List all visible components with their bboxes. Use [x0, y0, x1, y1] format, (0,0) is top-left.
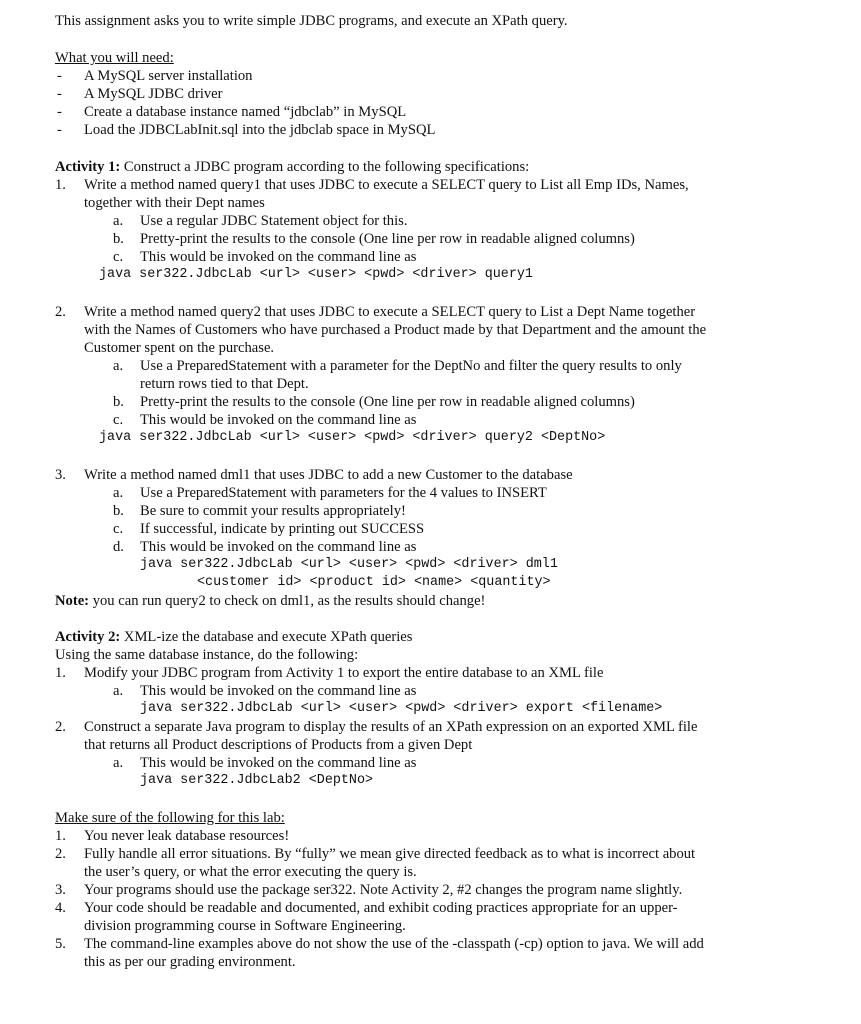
needs-item: Create a database instance named “jdbclab” in MySQL — [84, 104, 407, 120]
requirement-text: You never leak database resources! — [84, 828, 290, 844]
activity1-item2-sub-text: This would be invoked on the command line as — [140, 412, 417, 428]
activity1-item2-sub-letter: c. — [113, 412, 124, 428]
requirement-number: 2. — [55, 846, 66, 862]
activity1-item2-command: java ser322.JdbcLab <url> <user> <pwd> <driver> query2 <DeptNo> — [99, 430, 606, 445]
activity2-label: Activity 2: — [55, 629, 121, 645]
activity1-heading — [55, 158, 529, 176]
activity1-item1-sub-letter: b. — [113, 231, 124, 247]
requirement-text: division programming course in Software Engineering. — [84, 918, 406, 934]
needs-bullet: - — [57, 122, 62, 138]
activity1-item1-sub-letter: c. — [113, 249, 124, 265]
activity1-item3-sub-letter: d. — [113, 539, 124, 555]
needs-bullet: - — [57, 68, 62, 84]
activity2-item2-line: Construct a separate Java program to display the results of an XPath expression on an exported XML file — [84, 719, 698, 735]
activity2-item2-command: java ser322.JdbcLab2 <DeptNo> — [140, 773, 374, 788]
activity1-item3-sub-text: If successful, indicate by printing out SUCCESS — [140, 521, 425, 537]
activity2-subheading: Using the same database instance, do the following: — [55, 647, 359, 663]
activity1-item1-sub-text: Use a regular JDBC Statement object for this. — [140, 213, 408, 229]
needs-bullet: - — [57, 86, 62, 102]
activity2-item1-sub-letter: a. — [113, 683, 124, 699]
activity2-item2-line: that returns all Product descriptions of Products from a given Dept — [84, 737, 473, 753]
activity1-item1-line: Write a method named query1 that uses JDBC to execute a SELECT query to List all Emp IDs, Names, — [84, 177, 689, 193]
activity1-item3-sub-text: Be sure to commit your results appropriately! — [140, 503, 406, 519]
activity1-item3-command-args: <customer id> <product id> <name> <quantity> — [197, 575, 551, 590]
requirement-number: 5. — [55, 936, 66, 952]
activity1-item2-sub-text: Use a PreparedStatement with a parameter for the DeptNo and filter the query results to only — [140, 358, 682, 374]
requirement-number: 4. — [55, 900, 66, 916]
activity1-item2-line: Write a method named query2 that uses JDBC to execute a SELECT query to List a Dept Name together — [84, 304, 696, 320]
note-label: Note: — [55, 593, 90, 609]
intro-text: This assignment asks you to write simple JDBC programs, and execute an XPath query. — [55, 13, 568, 29]
activity1-heading-text: Construct a JDBC program according to the following specifications: — [120, 159, 530, 175]
activity1-item2-sub-letter: a. — [113, 358, 124, 374]
activity1-item3-command: java ser322.JdbcLab <url> <user> <pwd> <driver> dml1 — [140, 557, 558, 572]
requirements-heading: Make sure of the following for this lab: — [55, 810, 285, 826]
activity1-item2-line: with the Names of Customers who have purchased a Product made by that Department and the amount the — [84, 322, 707, 338]
activity1-item3-sub-text: This would be invoked on the command line as — [140, 539, 417, 555]
activity2-heading-text: XML-ize the database and execute XPath queries — [120, 629, 413, 645]
needs-item: A MySQL JDBC driver — [84, 86, 223, 102]
needs-item: A MySQL server installation — [84, 68, 253, 84]
activity2-item1-command: java ser322.JdbcLab <url> <user> <pwd> <driver> export <filename> — [140, 701, 663, 716]
activity2-item2-number: 2. — [55, 719, 66, 735]
note-text: you can run query2 to check on dml1, as the results should change! — [89, 593, 486, 609]
activity1-label: Activity 1: — [55, 159, 121, 175]
requirement-number: 1. — [55, 828, 66, 844]
activity1-note — [55, 592, 485, 610]
activity2-item1-number: 1. — [55, 665, 66, 681]
activity1-item2-number: 2. — [55, 304, 66, 320]
needs-heading: What you will need: — [55, 50, 174, 66]
activity2-item1-sub-text: This would be invoked on the command line as — [140, 683, 417, 699]
needs-item: Load the JDBCLabInit.sql into the jdbclab space in MySQL — [84, 122, 436, 138]
activity1-item2-sub-text: return rows tied to that Dept. — [140, 376, 309, 392]
requirement-text: Your code should be readable and documented, and exhibit coding practices appropriate for an upper- — [84, 900, 678, 916]
activity1-item1-command: java ser322.JdbcLab <url> <user> <pwd> <driver> query1 — [99, 267, 533, 282]
requirement-text: Your programs should use the package ser322. Note Activity 2, #2 changes the program name slightly. — [84, 882, 683, 898]
activity1-item3-text: Write a method named dml1 that uses JDBC to add a new Customer to the database — [84, 467, 573, 483]
activity1-item2-sub-text: Pretty-print the results to the console (One line per row in readable aligned columns) — [140, 394, 635, 410]
activity2-heading — [55, 628, 412, 646]
activity1-item3-number: 3. — [55, 467, 66, 483]
requirement-text: this as per our grading environment. — [84, 954, 296, 970]
activity1-item3-sub-letter: c. — [113, 521, 124, 537]
activity2-item2-sub-letter: a. — [113, 755, 124, 771]
activity1-item3-sub-letter: a. — [113, 485, 124, 501]
requirement-text: The command-line examples above do not show the use of the -classpath (-cp) option to java. We will add — [84, 936, 704, 952]
activity1-item2-line: Customer spent on the purchase. — [84, 340, 275, 356]
activity1-item1-line: together with their Dept names — [84, 195, 265, 211]
requirement-text: Fully handle all error situations. By “fully” we mean give directed feedback as to what is incorrect about — [84, 846, 696, 862]
needs-bullet: - — [57, 104, 62, 120]
activity1-item1-sub-text: Pretty-print the results to the console (One line per row in readable aligned columns) — [140, 231, 635, 247]
requirement-text: the user’s query, or what the error executing the query is. — [84, 864, 417, 880]
activity1-item1-sub-text: This would be invoked on the command line as — [140, 249, 417, 265]
activity1-item3-sub-text: Use a PreparedStatement with parameters for the 4 values to INSERT — [140, 485, 547, 501]
activity2-item1-text: Modify your JDBC program from Activity 1 to export the entire database to an XML file — [84, 665, 604, 681]
activity1-item1-sub-letter: a. — [113, 213, 124, 229]
activity1-item2-sub-letter: b. — [113, 394, 124, 410]
activity2-item2-sub-text: This would be invoked on the command line as — [140, 755, 417, 771]
activity1-item3-sub-letter: b. — [113, 503, 124, 519]
requirement-number: 3. — [55, 882, 66, 898]
activity1-item1-number: 1. — [55, 177, 66, 193]
